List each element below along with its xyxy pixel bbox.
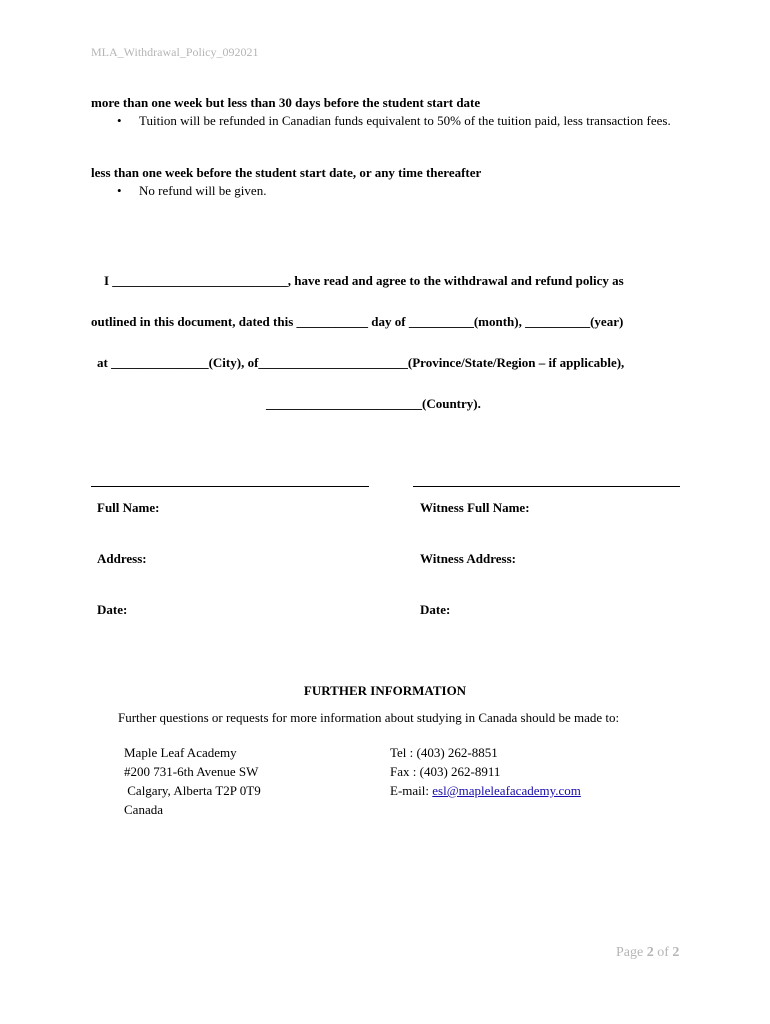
- address-label: Address:: [97, 551, 147, 566]
- refund-section-heading: less than one week before the student start date, or any time thereafter: [91, 165, 482, 180]
- refund-section-bullet: Tuition will be refunded in Canadian funds equivalent to 50% of the tuition paid, less transaction fees.: [139, 113, 671, 128]
- email-link[interactable]: esl@mapleleafacademy.com: [432, 783, 581, 798]
- address-line: Maple Leaf Academy: [124, 745, 237, 760]
- agreement-line-3: at _______________(City), of_______________________(Province/State/Region – if applicable),: [97, 355, 625, 370]
- witness-address-label: Witness Address:: [420, 551, 516, 566]
- current-page: 2: [646, 945, 654, 960]
- witness-date-label: Date:: [420, 602, 451, 617]
- witness-full-name-label: Witness Full Name:: [420, 500, 530, 515]
- bullet-icon: •: [117, 113, 122, 128]
- total-pages: 2: [672, 945, 680, 960]
- address-line: Calgary, Alberta T2P 0T9: [124, 783, 261, 798]
- page-number: [616, 945, 679, 961]
- agreement-line-1: I ___________________________, have read and agree to the withdrawal and refund policy as: [104, 273, 624, 288]
- document-header-id: MLA_Withdrawal_Policy_092021: [91, 45, 259, 59]
- date-label: Date:: [97, 602, 128, 617]
- witness-signature-line: [413, 486, 680, 487]
- of-word: of: [657, 945, 669, 960]
- further-info-title: FURTHER INFORMATION: [303, 683, 467, 698]
- full-name-label: Full Name:: [97, 500, 160, 515]
- email-label: E-mail:: [390, 783, 433, 798]
- address-line: Canada: [124, 802, 163, 817]
- address-line: #200 731-6th Avenue SW: [124, 764, 259, 779]
- email-row: [390, 783, 581, 799]
- further-info-intro: Further questions or requests for more information about studying in Canada should be made to:: [118, 710, 620, 725]
- signature-line: [91, 486, 369, 487]
- refund-section-heading: more than one week but less than 30 days before the student start date: [91, 95, 481, 110]
- bullet-icon: •: [117, 183, 122, 198]
- agreement-line-4: ________________________(Country).: [266, 396, 481, 411]
- refund-section-bullet: No refund will be given.: [139, 183, 267, 198]
- fax: Fax : (403) 262-8911: [390, 764, 501, 779]
- telephone: Tel : (403) 262-8851: [390, 745, 498, 760]
- agreement-line-2: outlined in this document, dated this ___________ day of __________(month), __________(year): [91, 314, 624, 329]
- page-word: Page: [616, 945, 644, 960]
